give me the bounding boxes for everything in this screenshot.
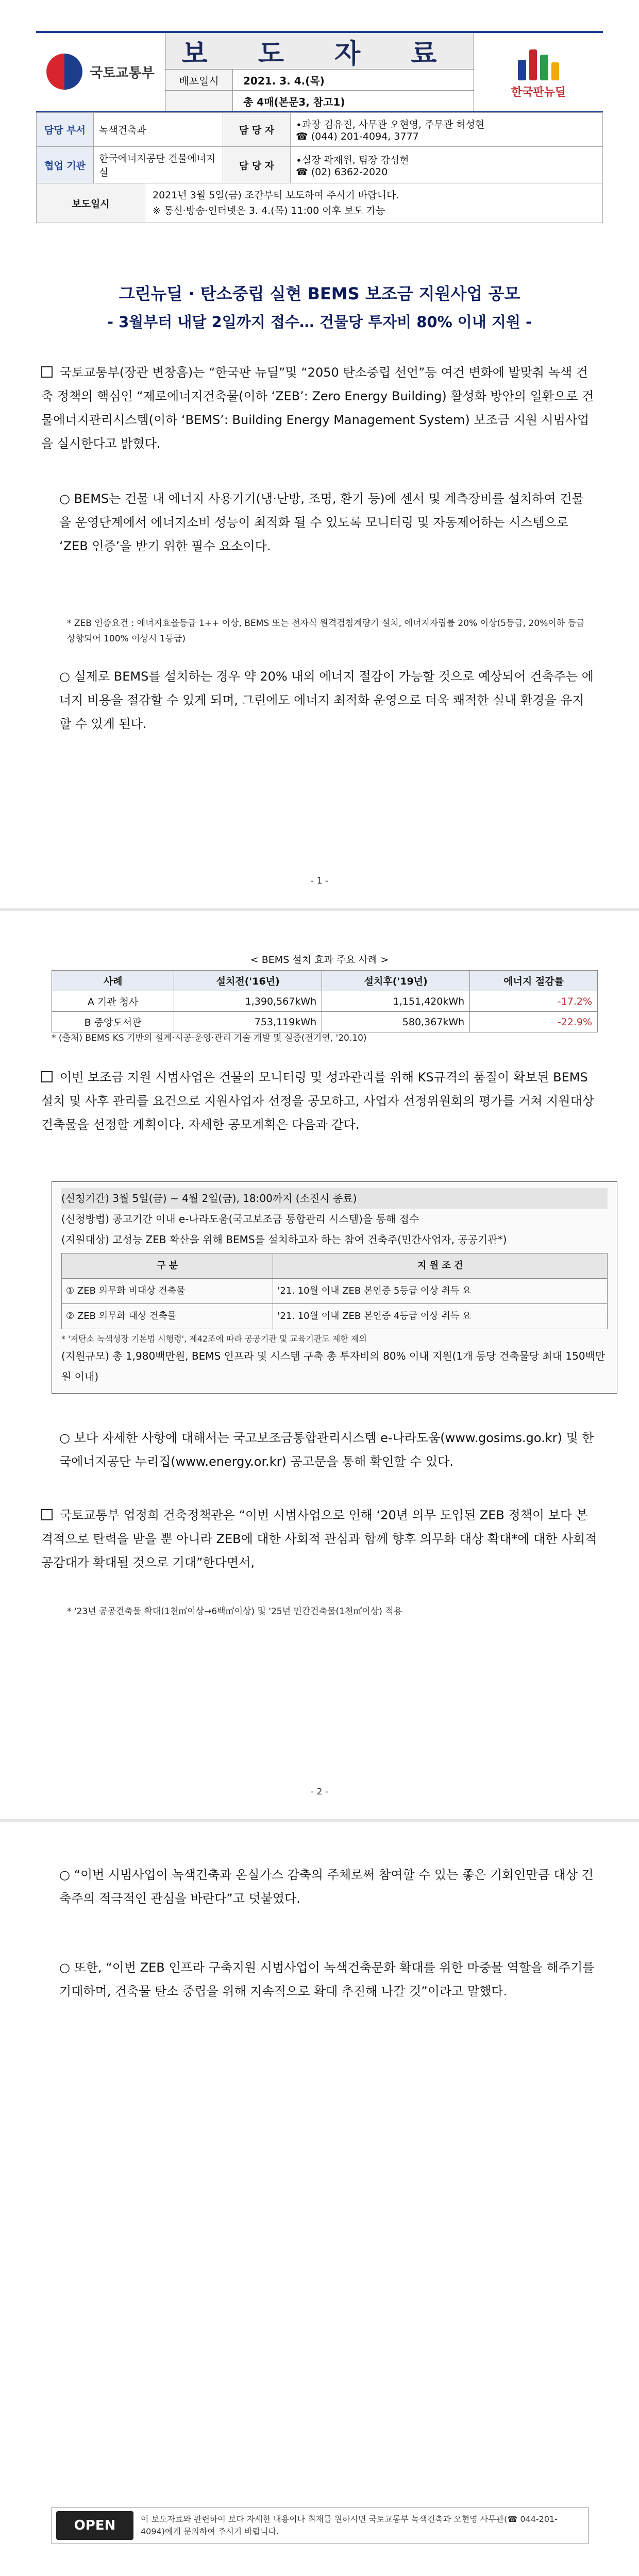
square-bullet-icon: [41, 366, 53, 378]
government-emblem-icon: [46, 54, 82, 90]
page-2: [0, 911, 639, 1822]
square-bullet-icon: [41, 1071, 53, 1082]
eligibility-table: 구 분 지 원 조 건 ① ZEB 의무화 비대상 건축물 '21. 10월 이내 ZEB 본인증 5등급 이상 취득 요 ② ZEB 의무화 대상 건축물 '21. 10월 이내 ZEB 본인증 4등급 이상 취득 요: [61, 1253, 608, 1329]
dept-label: 담당 부서: [37, 113, 94, 147]
table-row: A 기관 청사 1,390,567kWh 1,151,420kWh -17.2%: [52, 991, 598, 1012]
paragraph-intro: 국토교통부(장관 변창흠)는 “한국판 뉴딜”및 “2050 탄소중립 선언”등 여건 변화에 발맞춰 녹색 건축 정책의 핵심인 “제로에너지건축물(이하 ‘ZEB’: Zero Energy Building) 활성화 방안의 일환으로 건물에너지관리시스템(이하 ‘BEMS’: Building Energy Management System) 보조금 지원 시범사업을 실시한다고 밝혔다.: [41, 365, 594, 451]
table-header: 설치전('16년): [174, 971, 322, 991]
page-1: [0, 0, 639, 911]
page-3: [0, 1822, 639, 2576]
embargo-text: 2021년 3월 5일(금) 조간부터 보도하여 주시기 바랍니다.: [153, 190, 399, 201]
table-header: 에너지 절감률: [470, 971, 598, 991]
partner-phone: ☎ (02) 6362-2020: [296, 166, 388, 178]
zeb-requirement-note: * ZEB 인증요건 : 에너지효율등급 1++ 이상, BEMS 또는 전자식 원격검침계량기 설치, 에너지자립률 20% 이상(5등급, 20%이하 등급 상향되어 100% 이상시 1등급): [67, 618, 585, 644]
headline: [36, 281, 603, 332]
paragraph-quote-2: ○ 또한, “이번 ZEB 인프라 구축지원 시범사업이 녹색건축문화 확대를 위한 마중물 역할을 해주기를 기대하며, 건축물 탄소 중립을 위해 지속적으로 확대 추진해 나갈 것”이라고 말했다.: [59, 1960, 595, 1998]
new-deal-brand: 한국판뉴딜: [511, 86, 566, 99]
table-caption: < BEMS 설치 효과 주요 사례 >: [250, 954, 389, 965]
table-source: * (출처) BEMS KS 기반의 설계·시공·운영·관리 기술 개발 및 실증(전기연, '20.10): [52, 1033, 367, 1043]
new-deal-icon: [518, 44, 559, 80]
page-number: - 1 -: [311, 876, 328, 886]
page-number: - 2 -: [311, 1787, 328, 1797]
ministry-name: 국토교통부: [90, 65, 155, 81]
bems-effect-table: [52, 970, 598, 1032]
dept-name: 녹색건축과: [94, 113, 223, 147]
new-deal-logo: [474, 33, 603, 110]
table-row: ① ZEB 의무화 비대상 건축물 '21. 10월 이내 ZEB 본인증 5등급 이상 취득 요: [62, 1279, 608, 1304]
open-license-logo: OPEN: [56, 2511, 133, 2540]
date-value: 2021. 3. 4.(목): [243, 74, 325, 87]
ministry-logo: [36, 33, 165, 110]
open-license-text: 이 보도자료와 관련하여 보다 자세한 내용이나 취재를 원하시면 국토교통부 녹색건축과 오현영 사무관(☎ 044-201-4094)에게 문의하여 주시기 바랍니다.: [141, 2514, 558, 2536]
square-bullet-icon: [41, 1509, 53, 1520]
paragraph-official-quote: 국토교통부 업정희 건축정책관은 “이번 시범사업으로 인해 ‘20년 의무 도입된 ZEB 정책이 보다 본격적으로 탄력을 받을 뿐 아니라 ZEB에 대한 사회적 관심과 함께 향후 의무화 대상 확대*에 대한 사회적 공감대가 확대될 것으로 기대”한다면서,: [41, 1508, 597, 1570]
table-header: 사례: [52, 971, 174, 991]
table-row: B 중앙도서관 753,119kWh 580,367kWh -22.9%: [52, 1012, 598, 1032]
press-release-title: 보 도 자 료: [165, 33, 474, 69]
schedule-period: (신청기간) 3월 5일(금) ~ 4월 2일(금), 18:00까지 (소진시 종료): [61, 1188, 608, 1209]
partner-person-names: ∙실장 곽재원, 팀장 강성현: [296, 154, 409, 166]
headline-subtitle: - 3월부터 내달 2일까지 접수… 건물당 투자비 80% 이내 지원 -: [107, 313, 532, 331]
phone-number: ☎ (044) 201-4094, 3777: [296, 131, 419, 142]
headline-title: 그린뉴딜 · 탄소중립 실현 BEMS 보조금 지원사업 공모: [119, 284, 520, 303]
partner-label: 협업 기관: [37, 147, 94, 183]
eligibility-note: * '저탄소 녹색성장 기본법 시행령', 제42조에 따라 공공기관 및 교육기관도 제한 제외: [61, 1334, 367, 1344]
person-names: ∙과장 김유진, 사무관 오현영, 주무관 허성현: [296, 119, 485, 130]
person-label: 담 당 자: [223, 113, 291, 147]
partner-name: 한국에너지공단 건물에너지실: [94, 147, 223, 183]
paragraph-details: ○ 보다 자세한 사항에 대해서는 국고보조금통합관리시스템 e-나라도움(www.gosims.go.kr) 및 한국에너지공단 누리집(www.energy.or.kr) 공고문을 통해 확인할 수 있다.: [59, 1431, 594, 1469]
paragraph-bems-definition: ○ BEMS는 건물 내 에너지 사용기기(냉·난방, 조명, 환기 등)에 센서 및 계측장비를 설치하여 건물을 운영단계에서 에너지소비 성능이 최적화 될 수 있도록 모니터링 및 자동제어하는 시스템으로 ‘ZEB 인증’을 받기 위한 필수 요소이다.: [59, 492, 584, 553]
paragraph-program: 이번 보조금 지원 시범사업은 건물의 모니터링 및 성과관리를 위해 KS규격의 품질이 확보된 BEMS 설치 및 사후 관리를 요건으로 지원사업자 선정을 공모하고, 사업자 선정위원회의 평가를 거쳐 지원대상 건축물을 선정할 계획이다. 자세한 공모계획은 다음과 같다.: [41, 1070, 594, 1132]
embargo-note: ※ 통신·방송·인터넷은 3. 4.(목) 11:00 이후 보도 가능: [153, 205, 385, 216]
schedule-scale: (지원규모) 총 1,980백만원, BEMS 인프라 및 시스템 구축 총 투자비의 80% 이내 지원(1개 동당 건축물당 최대 150백만원 이내): [61, 1350, 606, 1383]
schedule-box: [52, 1181, 617, 1394]
date-label: 배포일시: [165, 70, 233, 90]
table-header: 설치후('19년): [322, 971, 470, 991]
partner-person-label: 담 당 자: [223, 147, 291, 183]
table-row: ② ZEB 의무화 대상 건축물 '21. 10월 이내 ZEB 본인증 4등급 이상 취득 요: [62, 1304, 608, 1329]
expansion-note: * '23년 공공건축물 확대(1천㎡이상→6백㎡이상) 및 '25년 민간건축물(1천㎡이상) 적용: [67, 1606, 402, 1617]
page-count: 총 4매(본문3, 참고1): [243, 95, 345, 108]
embargo-label: 보도일시: [37, 183, 145, 223]
press-header: [36, 31, 603, 223]
contact-table: [36, 112, 603, 183]
schedule-target: (지원대상) 고성능 ZEB 확산을 위해 BEMS를 설치하고자 하는 참여 건축주(민간사업자, 공공기관*): [61, 1233, 507, 1246]
schedule-method: (신청방법) 공고기간 이내 e-나라도움(국고보조금 통합관리 시스템)을 통해 접수: [61, 1213, 419, 1225]
embargo-row: [36, 183, 603, 223]
paragraph-quote-1: ○ “이번 시범사업이 녹색건축과 온실가스 감축의 주체로써 참여할 수 있는 좋은 기회인만큼 대상 건축주의 적극적인 관심을 바란다”고 덧붙였다.: [59, 1868, 594, 1906]
paragraph-savings: ○ 실제로 BEMS를 설치하는 경우 약 20% 내외 에너지 절감이 가능할 것으로 예상되어 건축주는 에너지 비용을 절감할 수 있게 되며, 그린에도 에너지 최적화 운영으로 더욱 쾌적한 실내 환경을 유지할 수 있게 된다.: [59, 669, 594, 731]
open-license-footer: [52, 2507, 588, 2544]
